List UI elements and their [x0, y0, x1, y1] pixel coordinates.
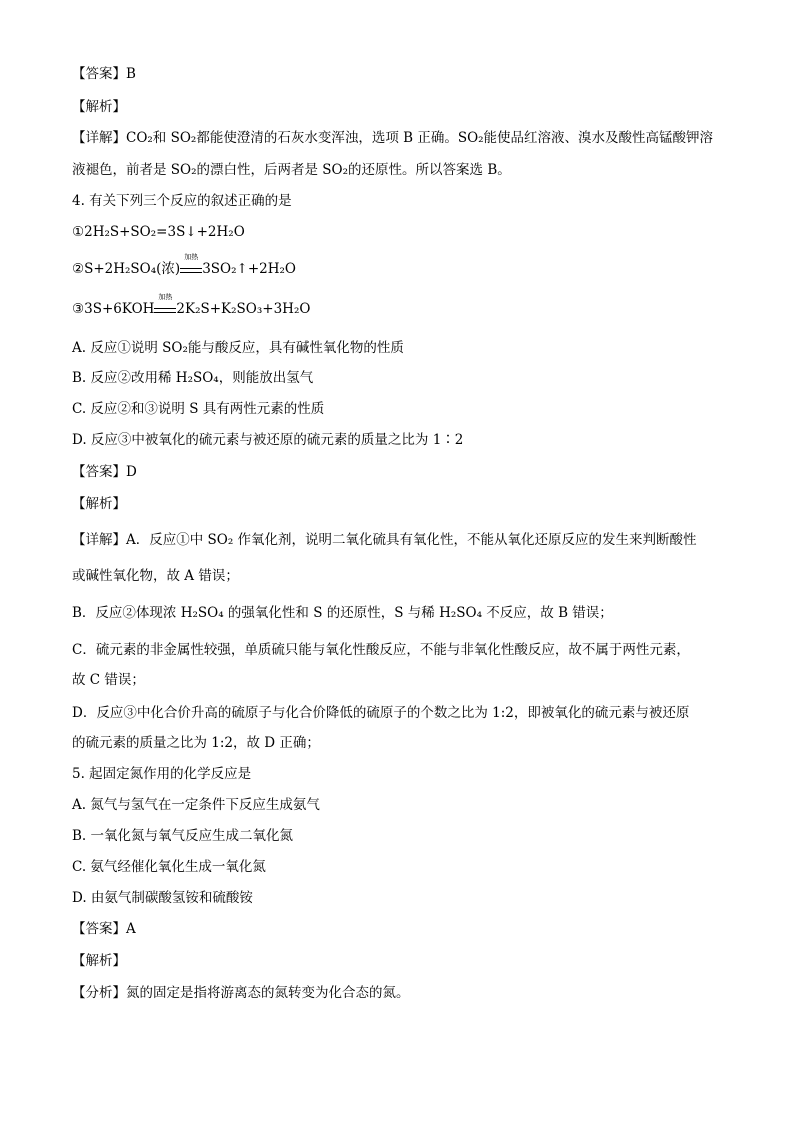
detail-text: C．硫元素的非金属性较强，单质硫只能与氧化性酸反应，不能与非氧化性酸反应，故不属于两性元素， [72, 642, 690, 658]
heating-condition: 加热 [184, 253, 199, 261]
detail-text: 的硫元素的质量之比为 1:2，故 D 正确； [72, 735, 320, 751]
option-c: C. 反应②和③说明 S 具有两性元素的性质 [72, 401, 325, 417]
option-b: B. 一氧化氮与氧气反应生成二氧化氮 [72, 828, 294, 844]
answer-label: 【答案】D [72, 464, 137, 480]
equation [72, 293, 734, 319]
detail-text: D．反应③中化合价升高的硫原子与化合价降低的硫原子的个数之比为 1:2，即被氧化的硫元素与被还原 [72, 705, 690, 721]
detail-text: B．反应②体现浓 H₂SO₄ 的强氧化性和 S 的还原性，S 与稀 H₂SO₄ 不反应，故 B 错误； [72, 605, 613, 621]
analysis-label: 【解析】 [72, 99, 126, 115]
option-a: A. 反应①说明 SO₂能与酸反应，具有碱性氧化物的性质 [72, 340, 404, 356]
option-b: B. 反应②改用稀 H₂SO₄，则能放出氢气 [72, 370, 314, 386]
question-stem: 4. 有关下列三个反应的叙述正确的是 [72, 193, 292, 209]
equation-rhs: 3SO₂↑+2H₂O [202, 261, 296, 277]
answer-label: 【答案】A [72, 921, 136, 937]
equation [72, 253, 734, 279]
question-stem: 5. 起固定氮作用的化学反应是 [72, 766, 252, 782]
detail-text: 液褪色，前者是 SO₂的漂白性，后两者是 SO₂的还原性。所以答案选 B。 [72, 162, 511, 178]
option-c: C. 氨气经催化氧化生成一氧化氮 [72, 859, 266, 875]
equation-lhs: ②S+2H₂SO₄(浓) [72, 261, 181, 277]
option-d: D. 反应③中被氧化的硫元素与被还原的硫元素的质量之比为 1∶2 [72, 432, 464, 448]
detail-text: 【详解】A．反应①中 SO₂ 作氧化剂，说明二氧化硫具有氧化性，不能从氧化还原反应的发生来判断酸性 [72, 532, 697, 548]
analysis-label: 【解析】 [72, 953, 126, 969]
analysis-text: 【分析】氮的固定是指将游离态的氮转变为化合态的氮。 [72, 985, 410, 1001]
equation-lhs: ③3S+6KOH [72, 301, 155, 317]
heating-condition: 加热 [158, 293, 173, 301]
heating-arrow [154, 293, 176, 313]
analysis-label: 【解析】 [72, 496, 126, 512]
option-a: A. 氮气与氢气在一定条件下反应生成氨气 [72, 797, 320, 813]
detail-text: 或碱性氧化物，故 A 错误； [72, 568, 239, 584]
detail-text: 故 C 错误； [72, 672, 145, 688]
heating-arrow [180, 253, 202, 273]
equation-rhs: 2K₂S+K₂SO₃+3H₂O [176, 301, 311, 317]
equation: ①2H₂S+SO₂=3S↓+2H₂O [72, 224, 245, 240]
detail-text: 【详解】CO₂和 SO₂都能使澄清的石灰水变浑浊，选项 B 正确。SO₂能使品红溶液、溴水及酸性高锰酸钾溶 [72, 130, 714, 146]
option-d: D. 由氨气制碳酸氢铵和硫酸铵 [72, 890, 253, 906]
answer-label: 【答案】B [72, 66, 136, 82]
